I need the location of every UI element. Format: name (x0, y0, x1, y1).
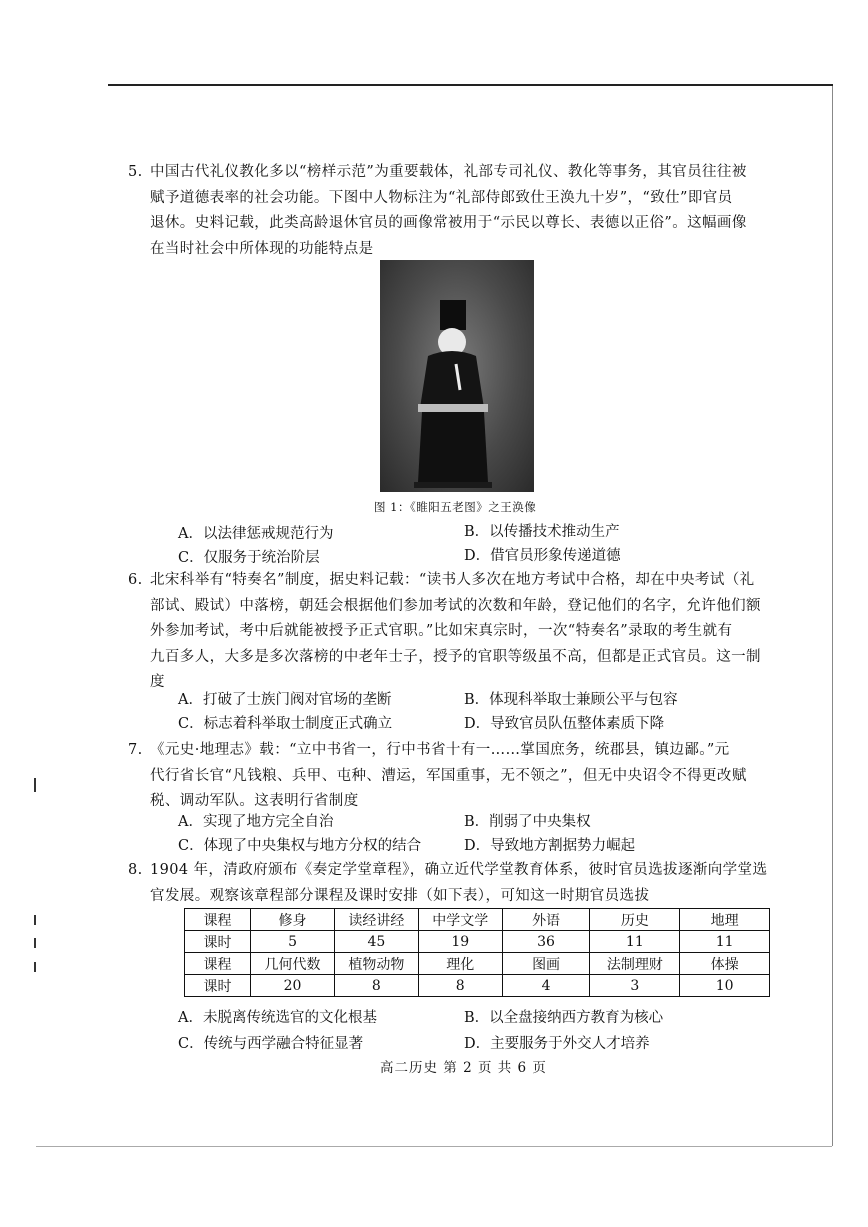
q8-option-a[interactable]: A．未脱离传统选官的文化根基 (178, 1010, 377, 1026)
table-cell: 45 (334, 931, 418, 953)
page-edge (832, 86, 833, 1146)
top-rule (108, 84, 833, 86)
table-cell: 10 (680, 975, 770, 997)
stem-line: 税、调动军队。这表明行省制度 (150, 793, 359, 809)
q6-option-c[interactable]: C．标志着科举取士制度正式确立 (178, 716, 393, 732)
question-stem (150, 858, 785, 909)
table-cell: 19 (418, 931, 502, 953)
q5-option-c[interactable]: C．仅服务于统治阶层 (178, 550, 320, 566)
q8-option-b[interactable]: B．以全盘接纳西方教育为核心 (464, 1010, 664, 1026)
table-cell: 体操 (680, 953, 770, 975)
question-stem (150, 738, 785, 815)
portrait-image (380, 260, 534, 492)
portrait-figure-drawing (380, 260, 534, 492)
figure-caption: 图 1：《睢阳五老图》之王涣像 (374, 500, 537, 514)
page-footer: 高二历史 第 2 页 共 6 页 (380, 1060, 547, 1076)
stem-line: 官发展。观察该章程部分课程及课时安排（如下表），可知这一时期官员选拔 (150, 887, 650, 904)
question-5 (128, 160, 785, 262)
stem-line: 度 (150, 674, 165, 690)
q7-option-a[interactable]: A．实现了地方完全自治 (178, 814, 334, 830)
table-cell: 植物动物 (334, 953, 418, 975)
stem-line: 九百多人，大多是多次落榜的中老年士子，授予的官职等级虽不高，但都是正式官员。这一制 (150, 648, 761, 665)
question-stem (150, 568, 785, 696)
table-cell: 4 (502, 975, 590, 997)
q6-option-d[interactable]: D．导致官员队伍整体素质下降 (464, 716, 665, 732)
table-row (185, 953, 770, 975)
stem-line: 外参加考试，考中后就能被授予正式官职。”比如宋真宗时，一次“特奏名”录取的考生就有 (150, 623, 733, 639)
binding-mark (34, 938, 36, 948)
question-number: 5. (128, 164, 143, 180)
q5-option-a[interactable]: A．以法律惩戒规范行为 (178, 526, 334, 542)
stem-line: 部试、殿试）中落榜，朝廷会根据他们参加考试的次数和年龄，登记他们的名字，允许他们额 (150, 597, 761, 614)
q7-option-c[interactable]: C．体现了中央集权与地方分权的结合 (178, 838, 422, 854)
q8-option-d[interactable]: D．主要服务于外交人才培养 (464, 1036, 650, 1052)
question-number: 6. (128, 572, 143, 588)
table-cell: 历史 (590, 909, 680, 931)
q7-option-b[interactable]: B．削弱了中央集权 (464, 814, 591, 830)
stem-line: 1904 年，清政府颁布《奏定学堂章程》，确立近代学堂教育体系，彼时官员选拔逐渐向学堂选 (150, 862, 768, 878)
bottom-rule (36, 1146, 832, 1147)
table-cell: 课程 (185, 953, 251, 975)
table-cell: 中学文学 (418, 909, 502, 931)
table-cell: 5 (251, 931, 335, 953)
table-cell: 20 (251, 975, 335, 997)
table-cell: 理化 (418, 953, 502, 975)
stem-line: 中国古代礼仪教化多以“榜样示范”为重要载体，礼部专司礼仪、教化等事务，其官员往往被 (150, 164, 747, 180)
question-number: 7. (128, 742, 143, 758)
table-row (185, 975, 770, 997)
q5-option-b[interactable]: B．以传播技术推动生产 (464, 524, 620, 540)
stem-line: 《元史·地理志》载：“立中书省一，行中书省十有一……掌国庶务，统郡县，镇边鄙。”元 (150, 742, 730, 758)
question-stem (150, 160, 785, 262)
table-cell: 8 (334, 975, 418, 997)
q6-option-b[interactable]: B．体现科举取士兼顾公平与包容 (464, 692, 678, 708)
table-row (185, 909, 770, 931)
table-cell: 11 (680, 931, 770, 953)
table-cell: 课时 (185, 931, 251, 953)
q6-option-a[interactable]: A．打破了士族门阀对官场的垄断 (178, 692, 392, 708)
table-cell: 8 (418, 975, 502, 997)
stem-line: 代行省长官“凡钱粮、兵甲、屯种、漕运，军国重事，无不领之”，但无中央诏令不得更改赋 (150, 767, 747, 784)
question-6 (128, 568, 785, 696)
table-cell: 3 (590, 975, 680, 997)
stem-line: 在当时社会中所体现的功能特点是 (150, 240, 374, 257)
table-row (185, 931, 770, 953)
table-cell: 11 (590, 931, 680, 953)
stem-line: 退休。史料记载，此类高龄退休官员的画像常被用于“示民以尊长、表德以正俗”。这幅画像 (150, 215, 747, 231)
q5-option-d[interactable]: D．借官员形象传递道德 (464, 548, 621, 564)
question-7 (128, 738, 785, 815)
binding-mark (34, 778, 36, 792)
curriculum-table (184, 908, 770, 997)
table-cell: 几何代数 (251, 953, 335, 975)
binding-mark (34, 962, 36, 972)
table-cell: 地理 (680, 909, 770, 931)
binding-mark (34, 915, 36, 925)
stem-line: 北宋科举有“特奏名”制度，据史料记载：“读书人多次在地方考试中合格，却在中央考试（礼 (150, 572, 755, 588)
table-cell: 外语 (502, 909, 590, 931)
stem-line: 赋予道德表率的社会功能。下图中人物标注为“礼部侍郎致仕王涣九十岁”，“致仕”即官员 (150, 189, 733, 206)
table-cell: 36 (502, 931, 590, 953)
q7-option-d[interactable]: D．导致地方割据势力崛起 (464, 838, 636, 854)
table-cell: 修身 (251, 909, 335, 931)
question-8 (128, 858, 785, 909)
table-cell: 法制理财 (590, 953, 680, 975)
table-cell: 课程 (185, 909, 251, 931)
table-cell: 图画 (502, 953, 590, 975)
q8-option-c[interactable]: C．传统与西学融合特征显著 (178, 1036, 364, 1052)
table-cell: 课时 (185, 975, 251, 997)
table-cell: 读经讲经 (334, 909, 418, 931)
question-number: 8. (128, 862, 143, 878)
